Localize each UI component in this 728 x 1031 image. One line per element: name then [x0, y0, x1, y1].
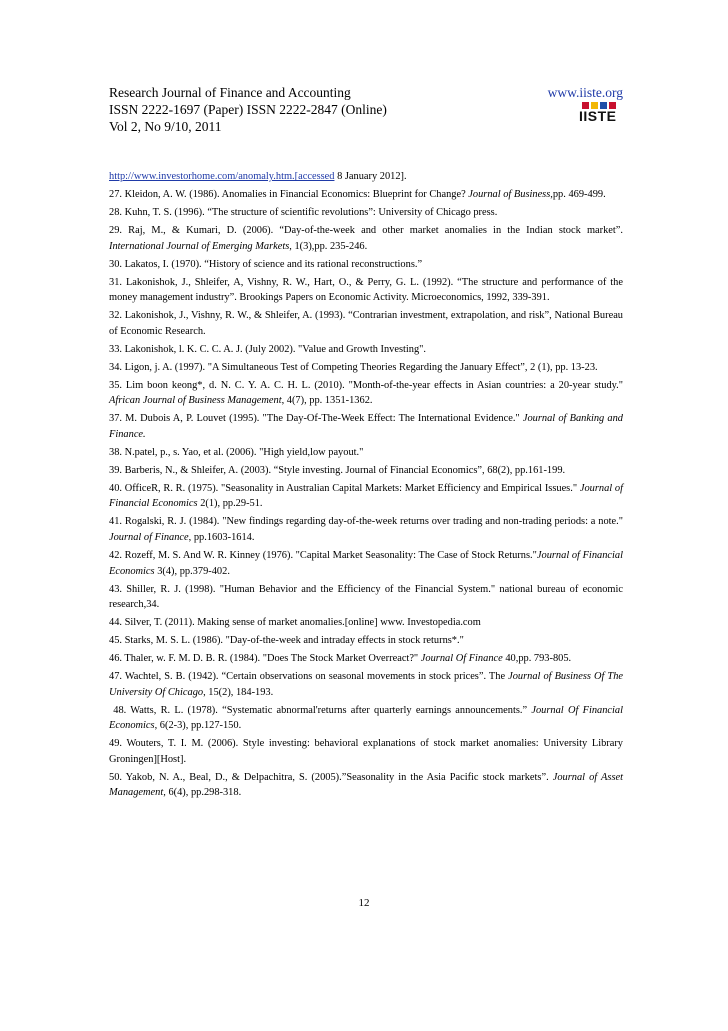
- reference-text: , 15(2), 184-193.: [203, 686, 274, 698]
- reference-item: [109, 308, 623, 339]
- reference-text: 48. Watts, R. L. (1978). “Systematic abnormal'returns after quarterly earnings announcements.”: [109, 704, 532, 716]
- reference-item: [109, 360, 623, 376]
- reference-text: 8 January 2012].: [334, 171, 407, 182]
- reference-text: , 6(2-3), pp.127-150.: [154, 720, 242, 732]
- reference-item: [109, 223, 623, 254]
- reference-item: [109, 651, 623, 667]
- reference-text: 38. N.patel, p., s. Yao, et al. (2006). "High yield,low payout.": [109, 446, 364, 458]
- reference-item: [109, 445, 623, 461]
- reference-text: 50. Yakob, N. A., Beal, D., & Delpachitra, S. (2005).”Seasonality in the Asia Pacific stock markets”.: [109, 771, 553, 783]
- reference-list: [109, 169, 623, 803]
- reference-text: 40. OfficeR, R. R. (1975). "Seasonality in Australian Capital Markets: Market Efficiency and Empirical Issues.": [109, 482, 580, 494]
- reference-item: [109, 463, 623, 479]
- reference-journal-name: Journal of Banking and Finance.: [109, 413, 623, 440]
- reference-text: 42. Rozeff, M. S. And W. R. Kinney (1976). "Capital Market Seasonality: The Case of Stock Returns.": [109, 549, 537, 561]
- reference-text: 45. Starks, M. S. L. (1986). "Day-of-the-week and intraday effects in stock returns*.": [109, 635, 464, 647]
- reference-text: ,pp. 469-499.: [550, 188, 606, 200]
- reference-text: , 4(7), pp. 1351-1362.: [281, 395, 373, 407]
- reference-item: [109, 378, 623, 409]
- reference-text: 28. Kuhn, T. S. (1996). “The structure of scientific revolutions”: University of Chicago press.: [109, 206, 498, 218]
- reference-item: [109, 205, 623, 221]
- reference-item: [109, 703, 623, 734]
- logo-text: IISTE: [579, 108, 617, 124]
- reference-item: [109, 169, 623, 185]
- page-number: 12: [358, 897, 370, 909]
- reference-text: 35. Lim boon keong*, d. N. C. Y. A. C. H. L. (2010). "Month-of-the-year effects in Asian countries: a 20-year study.": [109, 379, 623, 391]
- reference-text: , pp.1603-1614.: [188, 531, 255, 543]
- journal-website-link[interactable]: www.iiste.org: [547, 85, 623, 100]
- reference-item: [109, 275, 623, 306]
- reference-text: 29. Raj, M., & Kumari, D. (2006). “Day-of-the-week and other market anomalies in the Indian stock market”.: [109, 224, 623, 236]
- reference-text: 44. Silver, T. (2011). Making sense of market anomalies.[online] www. Investopedia.com: [109, 617, 481, 629]
- reference-item: [109, 633, 623, 649]
- reference-text: 39. Barberis, N., & Shleifer, A. (2003). “Style investing. Journal of Financial Economics”, 68(2), pp.161-199.: [109, 464, 566, 476]
- reference-item: [109, 514, 623, 545]
- reference-journal-name: Journal Of Finance: [420, 653, 503, 665]
- reference-item: [109, 615, 623, 631]
- reference-journal-name: Journal Of Financial Economics: [109, 704, 623, 732]
- reference-text: 2(1), pp.29-51.: [197, 498, 263, 510]
- reference-journal-name: Journal of Business Of The University Of Chicago: [109, 671, 624, 698]
- reference-text: 49. Wouters, T. I. M. (2006). Style investing: behavioral explanations of stock market anomalies: University Library Groningen][Host].: [109, 738, 623, 765]
- reference-item: [109, 481, 623, 512]
- page-header: [109, 84, 623, 135]
- reference-item: [109, 548, 623, 579]
- reference-item: [109, 770, 623, 801]
- reference-text: 33. Lakonishok, l. K. C. C. A. J. (July 2002). "Value and Growth Investing".: [109, 343, 427, 355]
- reference-journal-name: Journal of Financial Economics: [109, 482, 623, 510]
- reference-text: 3(4), pp.379-402.: [154, 565, 230, 577]
- reference-item: [109, 411, 623, 442]
- reference-journal-name: Journal of Business: [468, 188, 551, 200]
- journal-title: Research Journal of Finance and Accounting: [109, 85, 351, 100]
- reference-journal-name: International Journal of Emerging Markets: [109, 240, 290, 252]
- reference-item: [109, 257, 623, 273]
- reference-item: [109, 187, 623, 203]
- reference-item: [109, 669, 623, 700]
- reference-text: 41. Rogalski, R. J. (1984). "New findings regarding day-of-the-week returns over trading and non-trading periods: a note.": [109, 516, 623, 528]
- reference-text: 32. Lakonishok, J., Vishny, R. W., & Shleifer, A. (1993). “Contrarian investment, extrapolation, and risk”, National Bureau of Economic Research.: [109, 310, 623, 337]
- issn-line: ISSN 2222-1697 (Paper) ISSN 2222-2847 (Online): [109, 102, 387, 117]
- reference-text: 47. Wachtel, S. B. (1942). “Certain observations on seasonal movements in stock prices”. The: [109, 671, 509, 683]
- reference-item: [109, 736, 623, 767]
- reference-text: 37. M. Dubois A, P. Louvet (1995). "The Day-Of-The-Week Effect: The International Evidence.": [109, 413, 523, 425]
- reference-journal-name: African Journal of Business Management: [109, 395, 282, 407]
- iiste-logo: [579, 102, 623, 126]
- reference-text: 31. Lakonishok, J., Shleifer, A, Vishny, R. W., Hart, O., & Perry, G. L. (1992). “The structure and performance of the money management industry”. Brookings Papers on Economic Activity. Microeconomics, 1992, 339-391.: [109, 276, 623, 304]
- reference-journal-name: Journal of Financial Economics: [109, 549, 623, 577]
- reference-text: 40,pp. 793-805.: [502, 653, 572, 665]
- reference-text: 34. Ligon, j. A. (1997). "A Simultaneous Test of Competing Theories Regarding the January Effect”, 2 (1), pp. 13-23.: [109, 361, 598, 373]
- reference-journal-name: Journal of Asset Management: [109, 771, 623, 799]
- reference-link[interactable]: http://www.investorhome.com/anomaly.htm.[accessed: [109, 171, 335, 182]
- reference-text: 43. Shiller, R. J. (1998). "Human Behavior and the Efficiency of the Financial System." national bureau of economic research,34.: [109, 583, 623, 611]
- reference-text: 46. Thaler, w. F. M. D. B. R. (1984). "Does The Stock Market Overreact?": [109, 653, 421, 665]
- volume-line: Vol 2, No 9/10, 2011: [109, 119, 222, 134]
- reference-text: , 6(4), pp.298-318.: [163, 787, 242, 799]
- reference-item: [109, 342, 623, 358]
- reference-journal-name: Journal of Finance: [109, 531, 189, 543]
- reference-text: , 1(3),pp. 235-246.: [289, 240, 368, 252]
- reference-item: [109, 582, 623, 613]
- reference-text: 27. Kleidon, A. W. (1986). Anomalies in Financial Economics: Blueprint for Change?: [109, 188, 469, 200]
- reference-text: 30. Lakatos, I. (1970). “History of science and its rational reconstructions.”: [109, 258, 423, 270]
